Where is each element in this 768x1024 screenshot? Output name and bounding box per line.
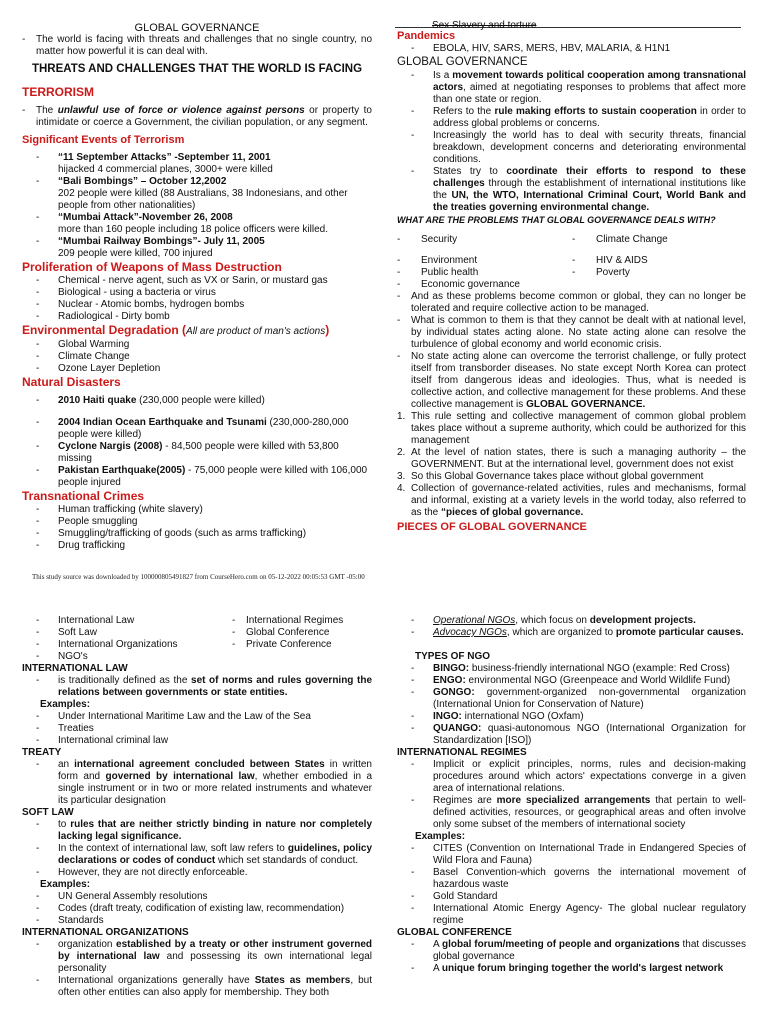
treaty-heading: TREATY [22, 747, 62, 758]
disaster-item: - Pakistan Earthquake(2005) - 75,000 people were killed with 106,000 people injured [36, 465, 368, 488]
disaster-item: - 2010 Haiti quake (230,000 people were killed) [36, 395, 265, 406]
gg-item: - States try to coordinate their efforts to respond to these challenges through the establishment of international institutions like the UN, the WTO, International Criminal Court, World Bank and the treaties governing environmental change. [411, 166, 747, 213]
env-item: - Climate Change [36, 351, 130, 362]
ngo-item: - GONGO: government-organized non-governmental organization (International Union for Conservation of Nature) [411, 687, 746, 710]
event-item: - “11 September Attacks” -September 11, 2001 hijacked 4 commercial planes, 3000+ were killed [36, 152, 273, 175]
problems-grid [397, 234, 746, 291]
piece-item: - International Organizations [36, 639, 178, 650]
example-item: - Standards [36, 915, 104, 926]
ngo-type-item: - Operational NGOs, which focus on development projects. [411, 615, 696, 626]
problem-item: - Public health [397, 267, 479, 278]
terrorism-definition: - The unlawful use of force or violence against persons or property to intimidate or coerce a Government, the civilian population, or any segment. [22, 105, 372, 128]
gg-item: - Refers to the rule making efforts to sustain cooperation in order to address global problems or concerns. [411, 106, 746, 129]
examples-label: Examples: [40, 699, 91, 710]
example-item: - Basel Convention-which governs the international movement of hazardous waste [411, 867, 746, 890]
examples-label: Examples: [415, 831, 466, 842]
page1-left-column [22, 22, 372, 552]
example-item: - Under International Maritime Law and the Law of the Sea [36, 711, 311, 722]
example-item: - CITES (Convention on International Trade in Endangered Species of Wild Flora and Fauna) [411, 843, 746, 866]
disaster-item: - Cyclone Nargis (2008) - 84,500 people were killed with 53,800 missing [36, 441, 339, 464]
crime-item: - Smuggling/trafficking of goods (such as arms trafficking) [36, 528, 307, 539]
disasters-heading: Natural Disasters [22, 375, 121, 389]
regimes-item: - Implicit or explicit principles, norms, rules and decision-making procedures around which actors' expectations converge in a given area of international relations. [411, 759, 746, 794]
wmd-heading: Proliferation of Weapons of Mass Destruction [22, 260, 282, 274]
paragraph: - And as these problems become common or global, they can no longer be tolerated and require collective action to be managed. [397, 291, 746, 314]
example-item: - International Atomic Energy Agency- The global nuclear regulatory regime [411, 903, 746, 926]
disaster-item: - 2004 Indian Ocean Earthquake and Tsunami (230,000-280,000 people were killed) [36, 417, 349, 440]
event-item: - “Mumbai Attack”-November 26, 2008 more than 160 people including 18 police officers were killed. [36, 212, 328, 235]
crimes-heading: Transnational Crimes [22, 489, 145, 503]
paragraph: - No state acting alone can overcome the terrorist challenge, or fully protect itself from transborder diseases. No state except North Korea can protect itself from dangerous ideas and ideologies. Thus, what is needed is collective action, and collective management for these problems. And these collective management is GLOBAL GOVERNANCE. [397, 351, 746, 410]
gg-heading: GLOBAL GOVERNANCE [397, 56, 528, 68]
gg-item: - Is a movement towards political cooperation among transnational actors, aimed at negotiating responses to problems that affect more than one state or region. [411, 70, 746, 105]
piece-item: - Global Conference [232, 627, 330, 638]
wmd-item: - Chemical - nerve agent, such as VX or Sarin, or mustard gas [36, 275, 328, 286]
examples-label: Examples: [40, 879, 91, 890]
conference-item: - A unique forum bringing together the world's largest network [411, 963, 724, 974]
gg-item: - Increasingly the world has to deal with security threats, financial breakdown, development concerns and deteriorating environmental conditions. [411, 130, 746, 165]
env-item: - Ozone Layer Depletion [36, 363, 161, 374]
problem-item: - Economic governance [397, 279, 520, 290]
numbered-item: 2. At the level of nation states, there is such a managing authority – the GOVERNMENT. But at the international level, government does not exist [397, 447, 746, 470]
problem-item: - HIV & AIDS [572, 255, 648, 266]
intl-org-item: - organization established by a treaty or other instrument governed by international law and possessing its own international legal personality [36, 939, 372, 974]
problems-question: WHAT ARE THE PROBLEMS THAT GLOBAL GOVERNANCE DEALS WITH? [397, 215, 716, 225]
crime-item: - Drug trafficking [36, 540, 126, 551]
threats-heading: THREATS AND CHALLENGES THAT THE WORLD IS FACING [31, 63, 363, 75]
numbered-item: 4. Collection of governance-related activities, rules and mechanisms, formal and informal, existing at a variety levels in the world today, also referred to as the “pieces of global governance. [397, 483, 746, 518]
event-item: - “Mumbai Railway Bombings”- July 11, 2005 209 people were killed, 700 injured [36, 236, 265, 259]
pandemics-heading: Pandemics [397, 30, 456, 42]
soft-law-heading: SOFT LAW [22, 807, 74, 818]
crime-item: - Human trafficking (white slavery) [36, 504, 203, 515]
pieces-heading: PIECES OF GLOBAL GOVERNANCE [397, 521, 587, 533]
regimes-item: - Regimes are more specialized arrangements that pertain to well-defined activities, resources, or geographical areas and often involve only some subset of the members of international society [411, 795, 746, 830]
terrorism-heading: TERRORISM [22, 85, 94, 99]
wmd-item: - Radiological - Dirty bomb [36, 311, 170, 322]
regimes-heading: INTERNATIONAL REGIMES [397, 747, 527, 758]
problem-item: - Security [397, 234, 458, 245]
numbered-item: 1. This rule setting and collective management of common global problem takes place without a supreme authority, which could be authorized for this management [397, 411, 746, 446]
conference-heading: GLOBAL CONFERENCE [397, 927, 512, 938]
page2-right-column [397, 615, 746, 975]
cut-off-line: Sex Slavery and torture [432, 20, 537, 30]
pieces-grid [22, 615, 372, 663]
crime-item: - People smuggling [36, 516, 138, 527]
example-item: - Gold Standard [411, 891, 498, 902]
soft-law-item: - to rules that are neither strictly binding in nature nor completely lacking legal significance. [36, 819, 373, 842]
page-title: GLOBAL GOVERNANCE [134, 22, 260, 34]
intro-item: - The world is facing with threats and challenges that no single country, no matter how powerful it is can deal with. [22, 34, 372, 57]
example-item: - Codes (draft treaty, codification of existing law, recommendation) [36, 903, 345, 914]
wmd-item: - Biological - using a bacteria or virus [36, 287, 216, 298]
page1-right-column [397, 22, 746, 534]
treaty-def: - an international agreement concluded between States in written form and governed by international law, whether embodied in a single instrument or in two or more related instruments and whatever its particular designation [36, 759, 373, 806]
types-ngo-heading: TYPES OF NGO [415, 651, 491, 662]
paragraph: - What is common to them is that they cannot be dealt with at national level, by individual states acting alone. No state acting alone can resolve the turbulence of global economy and world economic crisis. [397, 315, 746, 350]
example-item: - UN General Assembly resolutions [36, 891, 208, 902]
ngo-item: - BINGO: business-friendly international NGO (example: Red Cross) [411, 663, 730, 674]
intl-law-heading: INTERNATIONAL LAW [22, 663, 128, 674]
wmd-item: - Nuclear - Atomic bombs, hydrogen bombs [36, 299, 245, 310]
download-footer: This study source was downloaded by 100000805491827 from CourseHero.com on 05-12-2022 00:05:53 GMT -05:00 [32, 573, 365, 581]
piece-item: - NGO's [36, 651, 88, 662]
soft-law-item: - In the context of international law, soft law refers to guidelines, policy declarations or codes of conduct which set standards of conduct. [36, 843, 372, 866]
numbered-item: 3. So this Global Governance takes place without global government [397, 471, 704, 482]
example-item: - Treaties [36, 723, 94, 734]
pandemics-item: - EBOLA, HIV, SARS, MERS, HBV, MALARIA, & H1N1 [411, 43, 671, 54]
intl-law-def: - is traditionally defined as the set of norms and rules governing the relations between governments or state entities. [36, 675, 373, 698]
ngo-type-item: - Advocacy NGOs, which are organized to promote particular causes. [411, 627, 744, 638]
problem-item: - Climate Change [572, 234, 668, 245]
soft-law-item: - However, they are not directly enforceable. [36, 867, 248, 878]
piece-item: - International Regimes [232, 615, 344, 626]
page2-left-column [22, 615, 372, 999]
event-item: - “Bali Bombings” – October 12,2002 202 people were killed (88 Australians, 38 Indonesians, and other people from other nationalities) [36, 176, 348, 211]
piece-item: - Soft Law [36, 627, 97, 638]
ngo-item: - ENGO: environmental NGO (Greenpeace and World Wildlife Fund) [411, 675, 731, 686]
ngo-item: - QUANGO: quasi-autonomous NGO (International Organization for Standardization [ISO]) [411, 723, 746, 746]
env-item: - Global Warming [36, 339, 130, 350]
intl-org-heading: INTERNATIONAL ORGANIZATIONS [22, 927, 189, 938]
example-item: - International criminal law [36, 735, 169, 746]
events-heading: Significant Events of Terrorism [22, 134, 185, 146]
piece-item: - Private Conference [232, 639, 332, 650]
ngo-item: - INGO: international NGO (Oxfam) [411, 711, 584, 722]
env-heading: Environmental Degradation (All are product of man's actions) [22, 323, 330, 337]
intl-org-item: - International organizations generally have States as members, but often other entities can also apply for membership. They both [36, 975, 372, 998]
conference-item: - A global forum/meeting of people and organizations that discusses global governance [411, 939, 746, 962]
problem-item: - Poverty [572, 267, 630, 278]
problem-item: - Environment [397, 255, 478, 266]
piece-item: - International Law [36, 615, 135, 626]
